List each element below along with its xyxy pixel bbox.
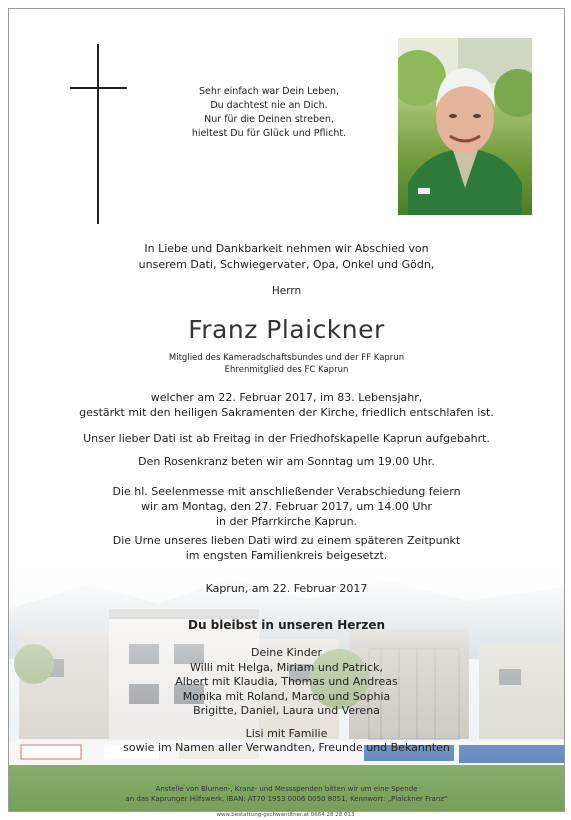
passing-text xyxy=(9,390,564,420)
place-date: Kaprun, am 22. Februar 2017 xyxy=(205,582,368,595)
relatives-line: sowie im Namen aller Verwandten, Freunde und Bekannten xyxy=(123,741,450,754)
poem-line: Nur für die Deinen streben, xyxy=(204,114,334,125)
sibling-line: Lisi mit Familie xyxy=(245,726,328,740)
salutation: Herrn xyxy=(271,285,302,297)
intro-line: unserem Dati, Schwiegervater, Opa, Onkel und Gödn, xyxy=(138,258,435,271)
membership-line: Mitglied des Kameradschaftsbundes und der FF Kaprun xyxy=(168,353,405,363)
child-line: Albert mit Klaudia, Thomas und Andreas xyxy=(175,675,398,688)
urn-text xyxy=(9,533,564,563)
cross-icon-bar xyxy=(70,87,127,89)
mass-line: in der Pfarrkirche Kaprun. xyxy=(215,515,358,528)
mass-line: wir am Montag, den 27. Februar 2017, um 14.00 Uhr xyxy=(141,500,432,513)
child-line: Willi mit Helga, Miriam und Patrick, xyxy=(190,660,383,674)
child-line: Brigitte, Daniel, Laura und Verena xyxy=(193,704,380,717)
laid-out-text: Unser lieber Dati ist ab Freitag in der Friedhofskapelle Kaprun aufgebahrt. xyxy=(83,432,490,445)
deceased-name: Franz Plaickner xyxy=(188,315,385,344)
urn-line: Die Urne unseres lieben Dati wird zu einem späteren Zeitpunkt xyxy=(112,534,461,547)
rosary-text: Den Rosenkranz beten wir am Sonntag um 19.00 Uhr. xyxy=(138,455,435,468)
passing-line: gestärkt mit den heiligen Sakramenten der Kirche, friedlich entschlafen ist. xyxy=(79,406,494,419)
donation-line: Anstelle von Blumen-, Kranz- und Messspenden bitten wir um eine Spende xyxy=(155,785,418,793)
intro-text xyxy=(9,241,564,273)
membership-line: Ehrenmitglied des FC Kaprun xyxy=(224,365,349,375)
obituary-card xyxy=(8,8,565,812)
motto: Du bleibst in unseren Herzen xyxy=(187,618,386,632)
poem-line: Du dachtest nie an Dich. xyxy=(210,100,328,111)
children-heading: Deine Kinder xyxy=(250,646,323,659)
urn-line: im engsten Familienkreis beigesetzt. xyxy=(185,549,388,562)
mass-line: Die hl. Seelenmesse mit anschließender Verabschiedung feiern xyxy=(112,485,461,498)
poem-line: Sehr einfach war Dein Leben, xyxy=(199,86,339,97)
undertaker-info: www.bestattung-gschwandtner.at 0664 28 28 013 xyxy=(216,812,355,818)
mass-text xyxy=(9,484,564,529)
memberships xyxy=(9,352,564,376)
passing-line: welcher am 22. Februar 2017, im 83. Lebensjahr, xyxy=(150,391,423,404)
donation-line: an das Kaprunger Hilfswerk, IBAN: AT70 1953 0006 0050 8051, Kennwort: „Plaickner Franz“ xyxy=(125,794,448,803)
cross-icon xyxy=(97,44,99,224)
child-line: Monika mit Roland, Marco und Sophia xyxy=(182,689,391,703)
poem xyxy=(159,85,379,141)
donation-note xyxy=(9,785,564,804)
poem-line: hieltest Du für Glück und Pflicht. xyxy=(191,128,347,139)
intro-line: In Liebe und Dankbarkeit nehmen wir Abschied von xyxy=(144,242,429,255)
mourners xyxy=(9,646,564,756)
portrait-photo xyxy=(398,38,532,215)
